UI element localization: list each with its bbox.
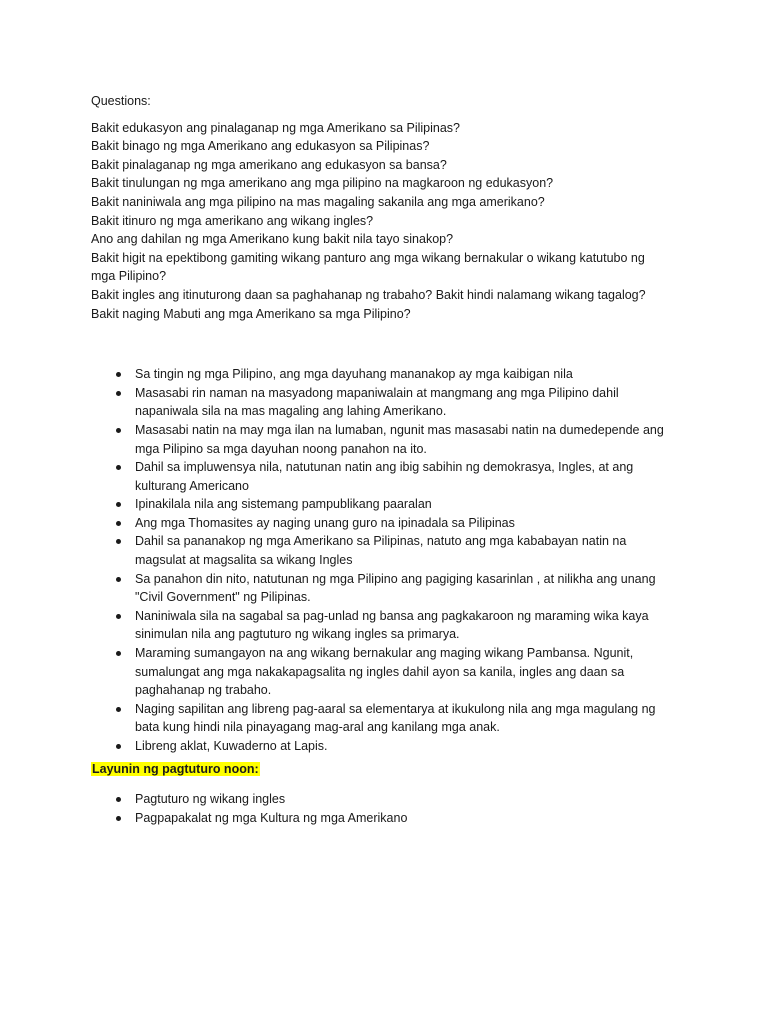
document-body <box>91 92 691 827</box>
bullet-icon <box>116 391 121 396</box>
bullet-text: Sa tingin ng mga Pilipino, ang mga dayuhang mananakop ay mga kaibigan nila <box>135 367 573 382</box>
bullet-icon <box>116 577 121 582</box>
bullet-item <box>91 532 671 569</box>
bullet-item <box>91 421 671 458</box>
bullet-item <box>91 514 671 533</box>
bullet-icon <box>116 539 121 544</box>
bullet-item <box>91 384 671 421</box>
objective-text: Pagpapakalat ng mga Kultura ng mga Amerikano <box>135 810 408 825</box>
bullet-item <box>91 570 671 607</box>
bullet-text: Dahil sa pananakop ng mga Amerikano sa Pilipinas, natuto ang mga kababayan natin na magsulat at magsalita sa wikang Ingles <box>135 534 627 568</box>
bullet-text: Maraming sumangayon na ang wikang bernakular ang maging wikang Pambansa. Ngunit, sumalungat ang mga nakakapagsalita ng ingles dahil ayon sa kanila, ingles ang daan sa paghahanap ng trabaho. <box>135 646 634 698</box>
objectives-heading: Layunin ng pagtuturo noon: <box>92 761 259 776</box>
questions-heading: Questions: <box>91 94 151 108</box>
bullet-icon <box>116 465 121 470</box>
bullet-icon <box>116 614 121 619</box>
bullet-text: Naniniwala sila na sagabal sa pag-unlad ng bansa ang pagkakaroon ng maraming wika kaya sinimulan nila ang pagtuturo ng wikang ingles sa primarya. <box>135 608 649 642</box>
objective-text: Pagtuturo ng wikang ingles <box>135 792 286 807</box>
bullet-text: Masasabi rin naman na masyadong mapaniwalain at mangmang ang mga Pilipino dahil napaniwala sila na mas magaling ang lahing Amerikano. <box>135 385 619 419</box>
question-item: Bakit naniniwala ang mga pilipino na mas magaling sakanila ang mga amerikano? <box>91 194 545 209</box>
bullet-icon <box>116 707 121 712</box>
bullet-text: Ipinakilala nila ang sistemang pampublikang paaralan <box>135 497 432 512</box>
objectives-heading-wrap <box>91 760 691 779</box>
bullet-text: Masasabi natin na may mga ilan na lumaban, ngunit mas masasabi natin na dumedepende ang mga Pilipino sa mga dayuhan noong panahon na ito. <box>135 422 664 456</box>
bullet-text: Sa panahon din nito, natutunan ng mga Pilipino ang pagiging kasarinlan , at nilikha ang unang "Civil Government" ng Pilipinas. <box>135 571 656 605</box>
question-item: Bakit pinalaganap ng mga amerikano ang edukasyon sa bansa? <box>91 157 447 172</box>
bullet-text: Libreng aklat, Kuwaderno at Lapis. <box>135 739 328 753</box>
question-item: Bakit binago ng mga Amerikano ang edukasyon sa Pilipinas? <box>91 139 430 154</box>
bullet-item <box>91 495 671 514</box>
question-item: Bakit naging Mabuti ang mga Amerikano sa mga Pilipino? <box>91 306 411 321</box>
questions-list <box>91 119 691 324</box>
bullet-text: Ang mga Thomasites ay naging unang guro na ipinadala sa Pilipinas <box>135 515 515 530</box>
question-item: Ano ang dahilan ng mga Amerikano kung bakit nila tayo sinakop? <box>91 232 454 247</box>
question-item: Bakit ingles ang itinuturong daan sa paghahanap ng trabaho? Bakit hindi nalamang wikang tagalog? <box>91 287 646 302</box>
bullet-item <box>91 458 671 495</box>
bullet-item <box>91 700 671 737</box>
bullet-icon <box>116 744 121 749</box>
notes-bullet-list <box>91 365 691 755</box>
question-item: Bakit tinulungan ng mga amerikano ang mga pilipino na magkaroon ng edukasyon? <box>91 176 554 191</box>
question-item: Bakit edukasyon ang pinalaganap ng mga Amerikano sa Pilipinas? <box>91 120 460 135</box>
objective-item <box>91 809 691 828</box>
bullet-item <box>91 737 671 756</box>
bullet-text: Dahil sa impluwensya nila, natutunan natin ang ibig sabihin ng demokrasya, Ingles, at ang kulturang Americano <box>135 460 634 493</box>
bullet-icon <box>116 521 121 526</box>
objectives-bullet-list <box>91 790 691 827</box>
bullet-icon <box>116 502 121 507</box>
bullet-item <box>91 644 671 700</box>
objective-item <box>91 790 691 809</box>
bullet-icon <box>116 816 121 821</box>
bullet-icon <box>116 651 121 656</box>
bullet-icon <box>116 797 121 802</box>
question-item: Bakit itinuro ng mga amerikano ang wikang ingles? <box>91 213 374 228</box>
bullet-icon <box>116 372 121 377</box>
bullet-text: Naging sapilitan ang libreng pag-aaral sa elementarya at ikukulong nila ang mga magulang ng bata kung hindi nila pinayagang mag-aral ang kanilang mga anak. <box>135 701 656 735</box>
bullet-icon <box>116 428 121 433</box>
question-item: Bakit higit na epektibong gamiting wikang panturo ang mga wikang bernakular o wikang katutubo ng mga Pilipino? <box>91 250 645 284</box>
bullet-item <box>91 607 671 644</box>
bullet-item <box>91 365 671 384</box>
